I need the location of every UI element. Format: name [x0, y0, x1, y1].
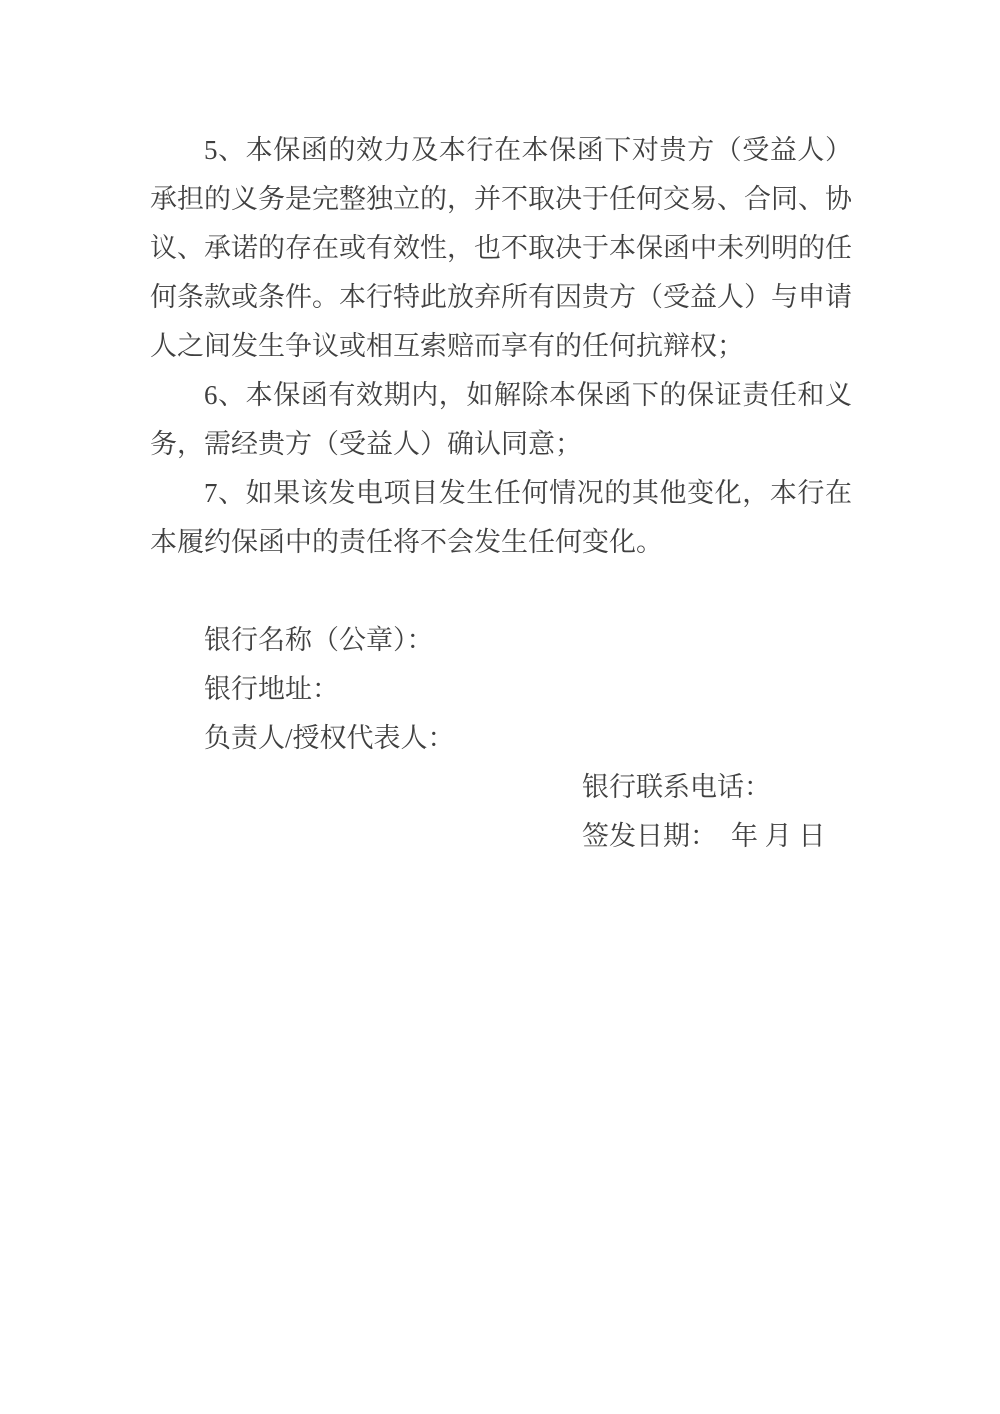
clause-5: [150, 126, 852, 371]
clause-5-line-3: 议、承诺的存在或有效性，也不取决于本保函中未列明的任: [150, 233, 852, 263]
clause-5-line-5: 人之间发生争议或相互索赔而享有的任何抗辩权；: [150, 331, 744, 361]
issue-date-line: [150, 812, 852, 861]
clause-7-line-1: 7、如果该发电项目发生任何情况的其他变化，本行在: [204, 478, 852, 508]
document-content: [150, 126, 852, 861]
clause-5-line-4: 何条款或条件。本行特此放弃所有因贵方（受益人）与申请: [150, 282, 852, 312]
spacer-line: [150, 567, 852, 616]
issue-date-value: 年 月 日: [731, 821, 826, 851]
representative-label: 负责人/授权代表人：: [204, 723, 455, 753]
signature-block-right: [150, 763, 852, 861]
bank-name-label: 银行名称（公章）：: [204, 625, 434, 655]
bank-phone-label: 银行联系电话：: [582, 772, 771, 802]
clause-7-line-2: 本履约保函中的责任将不会发生任何变化。: [150, 527, 663, 557]
issue-date-label: 签发日期：: [582, 821, 717, 851]
clause-5-line-1: 5、本保函的效力及本行在本保函下对贵方（受益人）: [204, 135, 852, 165]
bank-address-label: 银行地址：: [204, 674, 339, 704]
signature-block-left: [150, 616, 852, 763]
clause-6: [150, 371, 852, 469]
clause-5-line-2: 承担的义务是完整独立的，并不取决于任何交易、合同、协: [150, 184, 852, 214]
clause-7: [150, 469, 852, 567]
clause-6-line-1: 6、本保函有效期内，如解除本保函下的保证责任和义: [204, 380, 852, 410]
clause-6-line-2: 务，需经贵方（受益人）确认同意；: [150, 429, 582, 459]
